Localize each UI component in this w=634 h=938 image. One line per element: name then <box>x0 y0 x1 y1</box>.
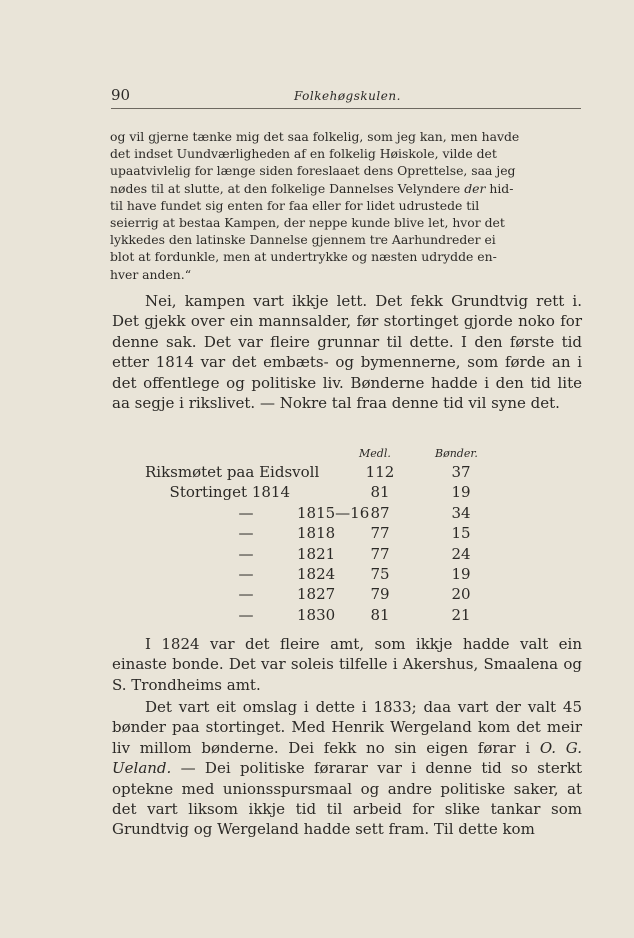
paragraph-1833 <box>112 697 582 840</box>
emphasis-ueland: O. G. Ueland. <box>112 738 582 778</box>
header-rule <box>111 108 581 109</box>
table-row <box>145 483 495 503</box>
emphasis-der: der <box>464 180 486 196</box>
table-row <box>145 524 495 544</box>
quote-line: nødes til at slutte, at den folkelige Dannelses Velyndere der hid- <box>110 180 514 196</box>
cell-bonder: 37 <box>451 463 471 481</box>
col-header-bonder: Bønder. <box>435 447 478 460</box>
table-row <box>145 565 495 585</box>
cell-medl: 81 <box>370 483 390 502</box>
cell-medl: 87 <box>370 503 390 522</box>
cell-bonder: 15 <box>451 524 471 543</box>
row-year: 1824 <box>297 565 336 583</box>
cell-medl: 77 <box>370 544 390 563</box>
quote-line: seierrig at bestaa Kampen, der neppe kunde blive let, hvor det <box>110 215 505 231</box>
cell-medl: 77 <box>370 524 390 543</box>
grundtvig-quote <box>110 128 582 283</box>
quote-line: og vil gjerne tænke mig det saa folkelig, som jeg kan, men havde <box>110 129 520 144</box>
cell-bonder: 20 <box>451 585 471 604</box>
ditto-dash: — <box>238 605 254 624</box>
table-row <box>145 504 495 524</box>
cell-bonder: 19 <box>451 565 471 583</box>
ditto-dash: — <box>238 544 254 563</box>
ditto-dash: — <box>238 524 254 543</box>
row-label: Stortinget 1814 <box>169 483 290 502</box>
quote-line: lykkedes den latinske Dannelse gjennem tre Aarhundreder ei <box>110 232 496 248</box>
row-year: 1815—16 <box>297 503 370 522</box>
table-row <box>145 585 495 605</box>
quote-line: upaatvivlelig for længe siden foreslaaet dens Oprettelse, saa jeg <box>110 163 516 179</box>
row-year: 1827 <box>297 585 336 604</box>
table-row <box>145 545 495 565</box>
paragraph-1824 <box>112 634 582 695</box>
cell-bonder: 21 <box>451 605 471 624</box>
row-year: 1818 <box>297 524 336 543</box>
quote-line: hver anden.“ <box>110 266 192 282</box>
page-header <box>111 86 581 106</box>
paragraph-kampen <box>112 291 582 413</box>
paragraph-text: I 1824 var det fleire amt, som ikkje hadde valt ein einaste bonde. Det var soleis tilfelle i Akershus, Smaalena og S. Trondheims amt. <box>112 635 582 694</box>
paragraph-text: Nei, kampen vart ikkje lett. Det fekk Grundtvig rett i. Det gjekk over ein mannsalder, før stortinget gjorde noko for denne sak. Det var fleire grunnar til dette. I den første tid etter 1814 var det embæts- og bymennerne, som førde an i det offentlege og politiske liv. Bønderne hadde i den tid lite aa segje i rikslivet. — Nokre tal fraa denne tid vil syne det. <box>112 292 582 413</box>
page-number: 90 <box>111 86 131 104</box>
cell-medl: 112 <box>365 463 395 481</box>
ditto-dash: — <box>238 585 254 604</box>
cell-medl: 79 <box>370 585 390 604</box>
ditto-dash: — <box>238 503 254 522</box>
cell-bonder: 19 <box>451 483 471 502</box>
quote-line: til have fundet sig enten for faa eller for lidet udrustede til <box>110 197 480 213</box>
cell-bonder: 24 <box>451 544 471 563</box>
paragraph-text: Det vart eit omslag i dette i 1833; daa vart der valt 45 bønder paa stortinget. Med Henrik Wergeland kom det meir liv millom bønderne. Dei fekk no sin eigen førar i O. G. Ueland. — Dei politiske førarar var i denne tid so sterkt optekne med unionsspursmaal og andre politiske saker, at det vart liksom ikkje tid til arbeid for slike tankar som Grundtvig og Wergeland hadde sett fram. Til dette kom <box>112 698 582 839</box>
col-header-medl: Medl. <box>359 447 391 460</box>
quote-line: det indset Uundværligheden af en folkelig Høiskole, vilde det <box>110 146 497 162</box>
cell-medl: 81 <box>370 605 390 624</box>
row-year: 1821 <box>297 544 336 563</box>
row-year: 1830 <box>297 605 336 624</box>
table-row <box>145 463 495 483</box>
cell-bonder: 34 <box>451 503 471 522</box>
row-label: Riksmøtet paa Eidsvoll <box>145 463 320 481</box>
ditto-dash: — <box>238 565 254 583</box>
quote-line: blot at fordunkle, men at undertrykke og næsten udrydde en- <box>110 249 497 265</box>
running-title: Folkehøgskulen. <box>294 89 401 103</box>
cell-medl: 75 <box>370 565 390 583</box>
table-row <box>145 606 495 626</box>
